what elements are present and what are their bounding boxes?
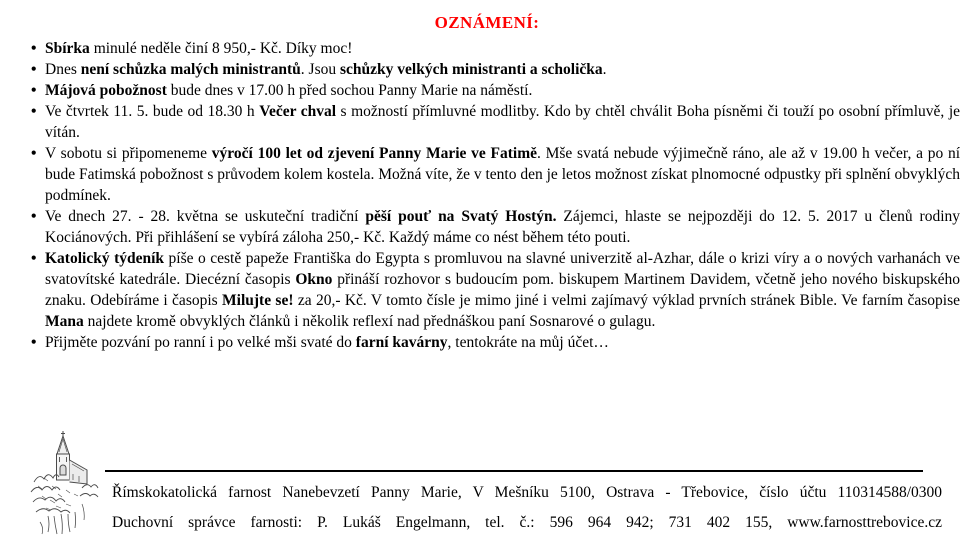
announcement-item [30, 101, 960, 143]
announcement-emphasis: Sbírka [45, 40, 90, 57]
announcement-text: . Mše svatá nebude výjimečně ráno, ale až v 19.00 h večer, a po ní bude Fatimská pobožnost s průvodem kolem kostela. Možná víte, že v tento den je letos možnost získat plnomocné odpustky při splnění obvyklých podmínek. [45, 145, 961, 204]
announcement-item [30, 248, 960, 332]
announcement-item [30, 206, 960, 248]
announcement-text: minulé neděle činí 8 950,- Kč. Díky moc! [89, 40, 353, 57]
announcement-emphasis: pěší pouť na Svatý Hostýn. [365, 208, 557, 225]
announcement-text: za 20,- Kč. V tomto čísle je mimo jiné i velmi zajímavý výklad prvních stránek Bible. Ve farním časopise [293, 292, 960, 309]
announcement-item [30, 332, 960, 353]
announcement-item [30, 38, 960, 59]
announcement-emphasis: Milujte se! [222, 292, 294, 309]
announcement-emphasis: Mana [45, 313, 84, 330]
announcement-emphasis: není schůzka malých ministrantů [80, 61, 301, 78]
announcement-text: přináší rozhovor s budoucím pom. biskupem Martinem Davidem, včetně jeho nového biskupského znaku. Odebíráme i časopis [45, 271, 960, 309]
announcement-emphasis: Katolický týdeník [45, 250, 165, 267]
footer-divider [105, 470, 923, 472]
announcements-list [30, 38, 960, 353]
announcement-text: najdete kromě obvyklých článků i několik reflexí nad přednáškou paní Sosnarové o gulagu. [83, 313, 656, 330]
announcement-item [30, 143, 960, 206]
announcement-text: Přijměte pozvání po ranní i po velké mši svaté do [45, 334, 356, 351]
announcement-text: . [602, 61, 607, 78]
announcement-emphasis: farní kavárny [355, 334, 448, 351]
announcement-text: bude dnes v 17.00 h před sochou Panny Marie na náměstí. [166, 82, 533, 99]
announcement-item [30, 59, 960, 80]
announcement-emphasis: Májová pobožnost [45, 82, 167, 99]
church-engraving-icon [28, 430, 100, 540]
announcement-text: Ve čtvrtek 11. 5. bude od 18.30 h [45, 103, 260, 120]
announcement-text: Ve dnech 27. - 28. května se uskuteční tradiční [45, 208, 366, 225]
announcement-emphasis: Večer chval [259, 103, 337, 120]
announcement-item [30, 80, 960, 101]
announcement-text: Dnes [45, 61, 81, 78]
announcement-text: , tentokráte na můj účet… [447, 334, 609, 351]
announcement-text: píše o cestě papeže Františka do Egypta s promluvou na slavné univerzitě al-Azhar, dále o krizi víry a o nových varhanách ve svatovítské katedrále. Diecézní časopis [45, 250, 961, 288]
announcement-emphasis: schůzky velkých ministranti a scholička [339, 61, 603, 78]
footer-contact-info: Duchovní správce farnosti: P. Lukáš Engelmann, tel. č.: 596 964 942; 731 402 155, www.farnosttrebovice.cz [112, 514, 942, 531]
announcement-text: . Jsou [300, 61, 340, 78]
announcement-emphasis: Okno [295, 271, 333, 288]
announcement-text: V sobotu si připomeneme [45, 145, 212, 162]
parish-church-logo [28, 430, 100, 544]
footer-parish-address: Římskokatolická farnost Nanebevzetí Panny Marie, V Mešníku 5100, Ostrava - Třebovice, číslo účtu 110314588/0300 [112, 484, 942, 501]
announcement-text: Zájemci, hlaste se nejpozději do 12. 5. 2017 u členů rodiny Kociánových. Při přihlášení se vybírá záloha 250,- Kč. Každý máme co nést během této pouti. [45, 208, 961, 246]
announcement-text: s možností přímluvné modlitby. Kdo by chtěl chválit Boha písněmi či touží po osobní přímluvě, je vítán. [45, 103, 960, 141]
page-title: OZNÁMENÍ: [434, 13, 540, 32]
announcement-emphasis: výročí 100 let od zjevení Panny Marie ve Fatimě [211, 145, 537, 162]
